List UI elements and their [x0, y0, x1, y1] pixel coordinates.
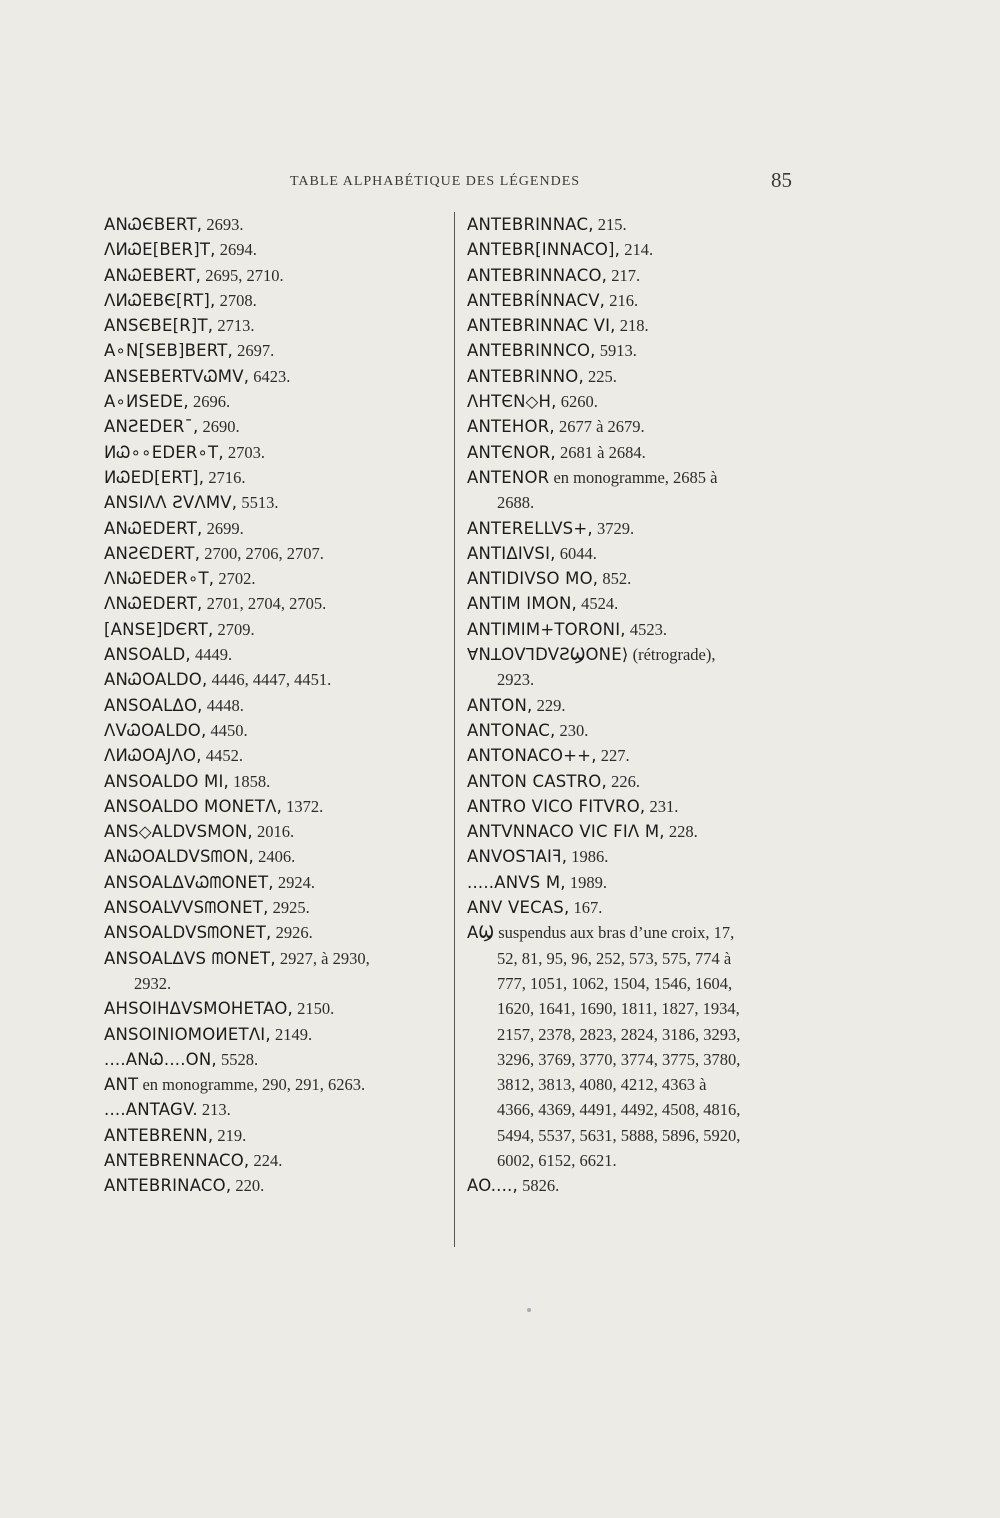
- index-entry: [104, 516, 444, 541]
- legend-text: ANᏇEBERT,: [104, 265, 202, 285]
- legend-text: ΛNᏇEDER∘T,: [104, 569, 215, 589]
- index-entry: [104, 1072, 444, 1097]
- reference-numbers: 2716.: [204, 467, 246, 487]
- reference-numbers: 2690.: [198, 417, 240, 437]
- legend-text: ANSOINIOMOИETΛI,: [104, 1024, 271, 1044]
- reference-numbers: 2925.: [268, 898, 310, 918]
- index-entry: [467, 794, 807, 819]
- legend-text: ANTENOR: [467, 467, 550, 487]
- index-entry: [104, 1097, 444, 1122]
- reference-numbers: 2681 à 2684.: [555, 442, 646, 462]
- reference-numbers: 2708.: [215, 290, 257, 310]
- reference-numbers: 5513.: [237, 493, 279, 513]
- reference-numbers: 226.: [606, 771, 640, 791]
- legend-text: ꓯNꓕOVꓶDVƧϢONE⟩: [467, 645, 629, 665]
- legend-text: ANSOALVVSᗰONET,: [104, 898, 269, 918]
- index-entry: [467, 288, 807, 313]
- index-entry: [104, 769, 444, 794]
- reference-numbers: (rétrograde),: [628, 645, 716, 665]
- reference-numbers: 1986.: [567, 847, 609, 867]
- legend-text: ANTЄNOR,: [467, 442, 556, 462]
- reference-numbers: 2702.: [214, 569, 256, 589]
- legend-text: ANTIM IMON,: [467, 594, 577, 614]
- legend-text: ANTEBR[INNACO],: [467, 240, 621, 260]
- index-entry: [467, 895, 807, 920]
- legend-text: ANTEBRINNAC VI,: [467, 316, 616, 336]
- reference-numbers: 4450.: [206, 720, 248, 740]
- index-entry: [104, 1173, 444, 1198]
- reference-numbers: en monogramme, 2685 à: [549, 467, 718, 487]
- reference-numbers: 2677 à 2679.: [554, 417, 645, 437]
- index-entry: [104, 591, 444, 616]
- legend-text: ANTEHOR,: [467, 417, 555, 437]
- legend-text: ANTEBRENN,: [104, 1125, 214, 1145]
- index-entry: [104, 566, 444, 591]
- legend-text: ANTONAC,: [467, 720, 556, 740]
- reference-numbers: 6423.: [249, 366, 291, 386]
- reference-numbers: 2697.: [233, 341, 275, 361]
- reference-numbers: 3729.: [592, 518, 635, 538]
- index-entry: [104, 288, 444, 313]
- reference-numbers: 219.: [213, 1125, 247, 1145]
- index-entry: [104, 642, 444, 667]
- legend-text: ANTEBRINACO,: [104, 1176, 232, 1196]
- index-entry: [467, 617, 807, 642]
- index-entry: [467, 566, 807, 591]
- reference-numbers: 4366, 4369, 4491, 4492, 4508, 4816,: [497, 1100, 741, 1120]
- reference-numbers: 220.: [231, 1176, 265, 1196]
- reference-numbers: 4523.: [625, 619, 667, 639]
- legend-text: ΛVᏇOALDO,: [104, 720, 207, 740]
- legend-text: ΛNᏇEDERT,: [104, 594, 203, 614]
- index-entry: [467, 642, 807, 667]
- index-entry: [104, 263, 444, 288]
- reference-numbers: 2693.: [202, 215, 244, 234]
- index-entry: [467, 414, 807, 439]
- legend-text: ....ANᏇ....ON,: [104, 1049, 217, 1069]
- reference-numbers: 2703.: [223, 442, 266, 462]
- reference-numbers: 6260.: [556, 392, 598, 412]
- reference-numbers: 2923.: [497, 670, 535, 690]
- index-entry-continuation: [467, 1123, 807, 1148]
- index-entry: [104, 617, 444, 642]
- reference-numbers: 4524.: [576, 594, 619, 614]
- reference-numbers: 2927, à 2930,: [275, 948, 370, 968]
- legend-text: ANTEBRÍNNACV,: [467, 290, 606, 310]
- reference-numbers: 217.: [607, 265, 641, 285]
- reference-numbers: 5494, 5537, 5631, 5888, 5896, 5920,: [497, 1125, 741, 1145]
- reference-numbers: suspendus aux bras d’une croix, 17,: [494, 923, 735, 943]
- legend-text: ANSIΛΛ ƧVΛMV,: [104, 493, 238, 513]
- reference-numbers: 4448.: [202, 695, 244, 715]
- legend-text: ANTIDIVSO MO,: [467, 569, 599, 589]
- reference-numbers: 4452.: [201, 746, 243, 766]
- legend-text: AO....,: [467, 1176, 518, 1196]
- index-entry: [104, 743, 444, 768]
- legend-text: A∘N[SEB]BERT,: [104, 341, 233, 361]
- index-entry: [467, 870, 807, 895]
- legend-text: ANTONACO++,: [467, 746, 597, 766]
- reference-numbers: 2696.: [188, 392, 231, 412]
- reference-numbers: 167.: [569, 898, 603, 918]
- legend-text: ИᏇ∘∘EDER∘T,: [104, 442, 224, 462]
- left-column: [104, 212, 444, 1199]
- legend-text: ANS◇ALDVSMON,: [104, 822, 253, 842]
- reference-numbers: 5528.: [216, 1049, 259, 1069]
- legend-text: ANTEBRINNO,: [467, 366, 584, 386]
- index-entry: [104, 794, 444, 819]
- reference-numbers: 2694.: [215, 240, 257, 260]
- legend-text: ANSOALΔVᏇᗰONET,: [104, 872, 274, 892]
- legend-text: ANSOALΔO,: [104, 695, 203, 715]
- index-entry: [104, 895, 444, 920]
- reference-numbers: 228.: [664, 822, 698, 842]
- index-entry: [104, 819, 444, 844]
- legend-text: ANTIMIM+TORONI,: [467, 619, 626, 639]
- legend-text: ANTVNNACO VIC FIΛ M,: [467, 822, 665, 842]
- legend-text: ANSOALDVSᗰONET,: [104, 923, 272, 943]
- reference-numbers: 1989.: [565, 872, 607, 892]
- reference-numbers: 2699.: [202, 518, 244, 538]
- legend-text: ANTEBRINNAⅭO,: [467, 265, 608, 285]
- index-entry: [467, 743, 807, 768]
- reference-numbers: 777, 1051, 1062, 1504, 1546, 1604,: [497, 973, 733, 993]
- index-entry: [104, 1123, 444, 1148]
- reference-numbers: 213.: [197, 1100, 231, 1120]
- column-divider: [454, 212, 455, 1247]
- index-entry: [104, 1148, 444, 1173]
- reference-numbers: 5826.: [517, 1176, 560, 1196]
- index-entry: [104, 364, 444, 389]
- reference-numbers: 52, 81, 95, 96, 252, 573, 575, 774 à: [497, 948, 732, 968]
- reference-numbers: 1858.: [228, 771, 271, 791]
- legend-text: ИᏇED[ERT],: [104, 467, 205, 487]
- index-entry-continuation: [467, 667, 807, 692]
- index-entry: [467, 212, 807, 237]
- legend-text: ANSOALΔVS ᗰONET,: [104, 948, 276, 968]
- index-entry: [467, 440, 807, 465]
- index-entry: [467, 718, 807, 743]
- reference-numbers: 2926.: [271, 923, 313, 943]
- index-entry: [467, 591, 807, 616]
- legend-text: ANSEBERTVᏇMV,: [104, 366, 250, 386]
- page-speck: [527, 1308, 531, 1312]
- index-entry: [467, 819, 807, 844]
- reference-numbers: 1372.: [282, 796, 324, 816]
- legend-text: AHSOIHΔVSMOHETAO,: [104, 999, 293, 1019]
- index-entry: [467, 263, 807, 288]
- index-entry: [104, 465, 444, 490]
- index-entry-continuation: [104, 971, 444, 996]
- legend-text: .....ANVS M,: [467, 872, 566, 892]
- legend-text: ANTEBRINNⅭO,: [467, 341, 596, 361]
- index-entry: [467, 844, 807, 869]
- legend-text: ANᏇEDERT,: [104, 518, 203, 538]
- index-entry-continuation: [467, 490, 807, 515]
- legend-text: ANT: [104, 1075, 139, 1095]
- legend-text: ANƧEDER¯,: [104, 417, 199, 437]
- reference-numbers: 225.: [583, 366, 617, 386]
- reference-numbers: 2016.: [252, 822, 295, 842]
- index-entry-continuation: [467, 1022, 807, 1047]
- reference-numbers: 214.: [620, 240, 654, 260]
- legend-text: ANSOALD,: [104, 645, 191, 665]
- index-entry-continuation: [467, 1148, 807, 1173]
- reference-numbers: 6002, 6152, 6621.: [497, 1150, 617, 1170]
- reference-numbers: 5913.: [595, 341, 637, 361]
- legend-text: ANTON,: [467, 695, 533, 715]
- reference-numbers: 2932.: [134, 973, 172, 993]
- index-entry: [467, 693, 807, 718]
- index-entry: [467, 769, 807, 794]
- index-entry: [467, 516, 807, 541]
- legend-text: ANVOSꓶAIꟻ,: [467, 847, 568, 867]
- index-entry: [467, 338, 807, 363]
- reference-numbers: 2924.: [273, 872, 315, 892]
- index-entry: [104, 338, 444, 363]
- reference-numbers: 215.: [593, 215, 627, 234]
- index-entry: [104, 490, 444, 515]
- index-entry: [104, 718, 444, 743]
- legend-text: ANTIΔIVSI,: [467, 543, 556, 563]
- reference-numbers: 852.: [598, 569, 632, 589]
- reference-numbers: 2150.: [292, 999, 335, 1019]
- index-entry: [467, 237, 807, 262]
- reference-numbers: 4449.: [190, 645, 233, 665]
- legend-text: ANƧЄDERT,: [104, 543, 201, 563]
- index-entry: [104, 844, 444, 869]
- legend-text: ANSOALDO MI,: [104, 771, 229, 791]
- index-entry: [104, 541, 444, 566]
- index-entry: [104, 920, 444, 945]
- reference-numbers: 2695, 2710.: [201, 265, 284, 285]
- reference-numbers: 6044.: [555, 543, 597, 563]
- index-entry: [104, 414, 444, 439]
- legend-text: ΛHTЄN◇H,: [467, 392, 557, 412]
- index-entry: [104, 870, 444, 895]
- reference-numbers: 2688.: [497, 493, 535, 513]
- reference-numbers: 218.: [615, 316, 649, 336]
- index-entry-continuation: [467, 971, 807, 996]
- legend-text: ΛИᏇEBЄ[RT],: [104, 290, 216, 310]
- index-entry-continuation: [467, 1047, 807, 1072]
- reference-numbers: 216.: [605, 290, 639, 310]
- index-entry: [467, 1173, 807, 1198]
- legend-text: ANTON CASTRO,: [467, 771, 607, 791]
- index-entry: [104, 693, 444, 718]
- index-entry: [467, 313, 807, 338]
- index-entry: [104, 1022, 444, 1047]
- reference-numbers: 3812, 3813, 4080, 4212, 4363 à: [497, 1075, 707, 1095]
- index-entry: [104, 313, 444, 338]
- legend-text: ANSЄBE[R]T,: [104, 316, 214, 336]
- legend-text: ANV VECAS,: [467, 898, 570, 918]
- legend-text: ANTRO VICO FITVRO,: [467, 796, 646, 816]
- legend-text: ANᏇOALDVSᗰON,: [104, 847, 254, 867]
- running-title: TABLE ALPHABÉTIQUE DES LÉGENDES: [290, 174, 581, 189]
- legend-text: ANSOALDO MONETΛ,: [104, 796, 283, 816]
- reference-numbers: 2713.: [213, 316, 255, 336]
- index-entry: [104, 440, 444, 465]
- legend-text: ANTEBRENNACO,: [104, 1150, 250, 1170]
- reference-numbers: 2700, 2706, 2707.: [200, 543, 324, 563]
- index-entry-continuation: [467, 1072, 807, 1097]
- legend-text: AϢ: [467, 923, 495, 943]
- index-entry-continuation: [467, 1097, 807, 1122]
- legend-text: ANTEBRINNAC,: [467, 215, 594, 234]
- index-entry: [104, 1047, 444, 1072]
- reference-numbers: 230.: [555, 720, 589, 740]
- reference-numbers: 1620, 1641, 1690, 1811, 1827, 1934,: [497, 999, 740, 1019]
- index-entry-continuation: [467, 996, 807, 1021]
- reference-numbers: 2701, 2704, 2705.: [202, 594, 327, 614]
- index-entry: [467, 364, 807, 389]
- index-entry: [104, 212, 444, 237]
- legend-text: ANTERELLVS+,: [467, 518, 593, 538]
- index-entry: [467, 920, 807, 945]
- index-entry: [104, 667, 444, 692]
- legend-text: ....ANTAGV.: [104, 1100, 198, 1120]
- reference-numbers: en monogramme, 290, 291, 6263.: [138, 1075, 366, 1095]
- reference-numbers: 227.: [596, 746, 630, 766]
- index-entry: [467, 465, 807, 490]
- legend-text: [ANSE]DЄRT,: [104, 619, 214, 639]
- page-number: 85: [771, 168, 792, 192]
- legend-text: ΛИᏇOAJΛO,: [104, 746, 202, 766]
- reference-numbers: 231.: [645, 796, 679, 816]
- index-entry: [467, 541, 807, 566]
- legend-text: A∘ИSEDE,: [104, 392, 189, 412]
- legend-text: ΛИᏇE[BER]T,: [104, 240, 216, 260]
- right-column: [467, 212, 807, 1199]
- index-entry: [104, 946, 444, 971]
- index-entry: [104, 237, 444, 262]
- legend-text: ANᏇOALDO,: [104, 670, 208, 690]
- reference-numbers: 2406.: [253, 847, 296, 867]
- index-entry: [104, 389, 444, 414]
- reference-numbers: 2157, 2378, 2823, 2824, 3186, 3293,: [497, 1024, 741, 1044]
- reference-numbers: 4446, 4447, 4451.: [207, 670, 332, 690]
- reference-numbers: 2149.: [270, 1024, 313, 1044]
- index-entry: [467, 389, 807, 414]
- reference-numbers: 224.: [249, 1150, 283, 1170]
- reference-numbers: 3296, 3769, 3770, 3774, 3775, 3780,: [497, 1049, 741, 1069]
- reference-numbers: 229.: [532, 695, 566, 715]
- legend-text: ANᏇЄBERT,: [104, 215, 203, 234]
- index-entry: [104, 996, 444, 1021]
- index-entry-continuation: [467, 946, 807, 971]
- reference-numbers: 2709.: [213, 619, 255, 639]
